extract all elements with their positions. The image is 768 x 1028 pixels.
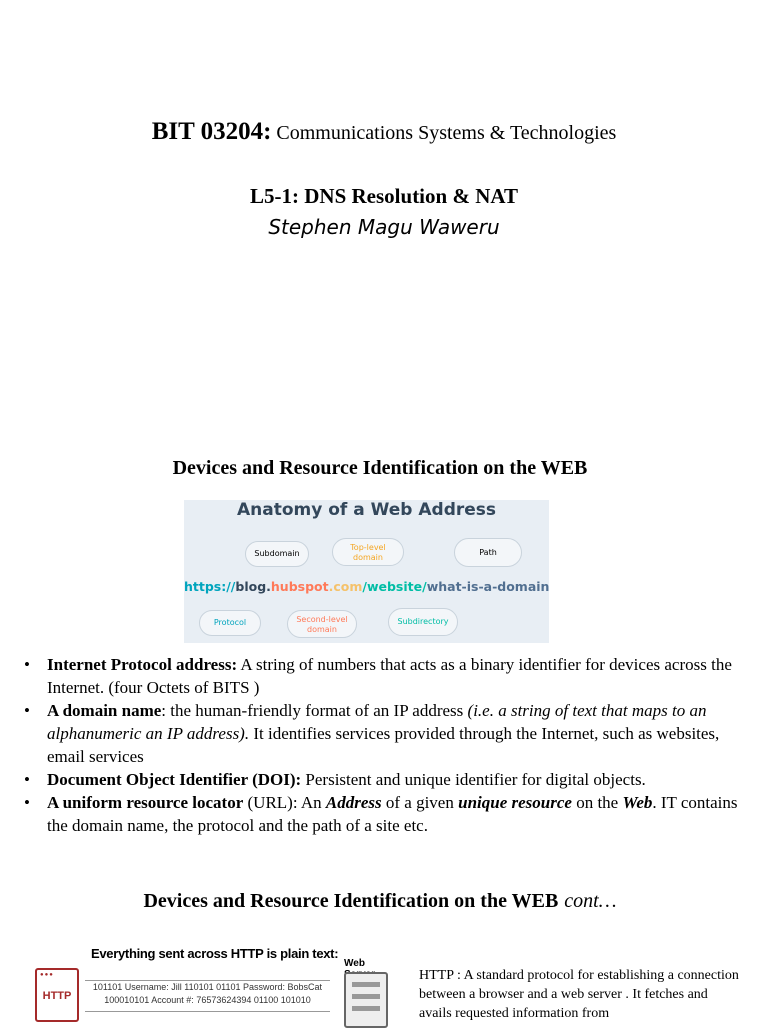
top-level-domain-label: Top-level domain (332, 538, 404, 566)
section-heading: Devices and Resource Identification on the WEB (172, 457, 588, 479)
browser-window-icon: ●●● HTTP (35, 968, 79, 1022)
definition-list (22, 653, 752, 837)
course-name: Communications Systems & Technologies (276, 122, 617, 144)
list-item: • A uniform resource locator (URL): An Address of a given unique resource on the Web. IT contains the domain name, the protocol and the path of a site etc. (22, 791, 752, 837)
http-description: HTTP : A standard protocol for establishing a connection between a browser and a web server . It fetches and avails requested information from (419, 968, 739, 1021)
figure-title: Anatomy of a Web Address (236, 500, 497, 520)
payload-line: 100010101 Account #: 76573624394 01100 101010 (104, 995, 311, 1005)
web-server-label: Web (344, 958, 365, 969)
author-name: Stephen Magu Waweru (268, 215, 500, 239)
web-address-anatomy-figure (184, 500, 549, 643)
second-level-domain-label: Second-level domain (287, 610, 357, 638)
http-plain-text-figure (33, 940, 393, 1024)
server-icon (344, 972, 388, 1028)
list-item: • Internet Protocol address: A string of numbers that acts as a binary identifier for devices across the Internet. (four Octets of BITS ) (22, 653, 752, 699)
list-item: • Document Object Identifier (DOI): Persistent and unique identifier for digital objects. (22, 768, 752, 791)
path-label: Path (454, 538, 522, 567)
example-url: https://blog.hubspot.com/website/what-is-a-domain (184, 579, 550, 594)
arrow-right-icon (85, 980, 330, 981)
payload-line: 101101 Username: Jill 110101 01101 Password: BobsCat (92, 982, 323, 992)
protocol-label: Protocol (199, 610, 261, 636)
course-code: BIT 03204: (151, 118, 272, 145)
section-heading-cont: Devices and Resource Identification on the WEB cont… (143, 890, 617, 912)
course-title (0, 118, 768, 146)
list-item: • A domain name: the human-friendly format of an IP address (i.e. a string of text that maps to an alphanumeric an IP address). It identifies services provided through the Internet, such as websites, email services (22, 699, 752, 768)
subdomain-label: Subdomain (245, 541, 309, 567)
subdirectory-label: Subdirectory (388, 608, 458, 636)
lecture-title: L5-1: DNS Resolution & NAT (250, 184, 518, 208)
figure-caption: Everything sent across HTTP is plain text: (91, 946, 339, 961)
arrow-left-icon (85, 1011, 330, 1012)
